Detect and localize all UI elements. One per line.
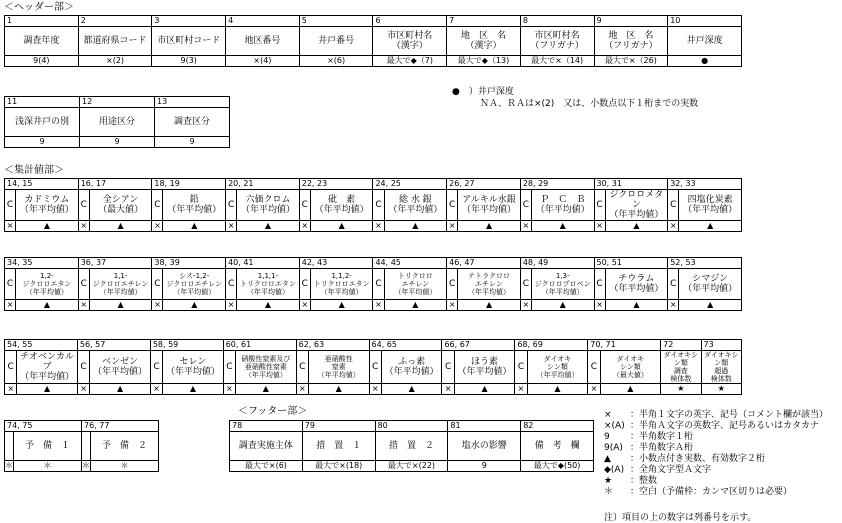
legend-desc: ：全角文字型Ａ文字	[630, 465, 712, 475]
c-flag-label: C	[5, 190, 16, 221]
item-name: ダイオキシン類 調査 検体数	[661, 351, 701, 384]
legend-desc: ：半角数字１桁	[630, 432, 694, 442]
value-spec: ▲	[384, 300, 447, 311]
item-name: シマジン （年平均値）	[679, 269, 742, 300]
field-name: 井戸深度	[668, 27, 742, 56]
value-spec: ▲	[531, 300, 594, 311]
value-spec: ▲	[679, 221, 742, 232]
header-row1-table	[4, 15, 742, 67]
value-spec: ▲	[163, 300, 226, 311]
field-name: 浅深井戸の別	[5, 108, 80, 137]
column-number: 26, 27	[447, 179, 521, 190]
column-number: 58, 59	[150, 340, 223, 351]
field-name: 市区町村コード	[152, 27, 226, 56]
c-flag-label: C	[588, 351, 600, 384]
flag-spec: ×	[520, 221, 531, 232]
column-number: 9	[594, 16, 668, 27]
c-flag-label: C	[369, 351, 381, 384]
field-spec: 最大で×(22)	[375, 461, 448, 472]
legend-desc: ：半角Ａ文字の英数字、記号あるいはカタカナ	[630, 421, 820, 431]
legend-key: 9	[604, 432, 610, 442]
flag-spec: ×	[447, 300, 458, 311]
c-flag-label: C	[78, 269, 89, 300]
value-spec: ▲	[458, 221, 521, 232]
item-name: 砒 素 （年平均値）	[310, 190, 373, 221]
flag-spec: ＊	[82, 461, 91, 470]
item-name: 1,1,1- トリクロロエタン （年平均値）	[237, 269, 300, 300]
column-number: 1	[5, 16, 79, 27]
field-name: 地区番号	[226, 27, 300, 56]
item-name: カドミウム （年平均値）	[16, 190, 79, 221]
depth-note-title: ● ）井戸深度	[452, 87, 514, 97]
flag-spec: ×	[5, 221, 16, 232]
field-spec: 9(3)	[152, 56, 226, 67]
field-spec: ×(4)	[226, 56, 300, 67]
field-name: 市区町村名 （漢字）	[373, 27, 447, 56]
flag-spec: ×	[442, 384, 454, 395]
column-number: 38, 39	[152, 258, 226, 269]
value-spec: ▲	[605, 221, 668, 232]
value-spec: ▲	[531, 221, 594, 232]
column-number: 80	[375, 421, 448, 432]
field-spec: 最大で◆(50)	[521, 461, 594, 472]
column-number: 34, 35	[5, 258, 79, 269]
legend-row	[604, 454, 828, 465]
column-number: 14, 15	[5, 179, 79, 190]
depth-note	[452, 86, 698, 110]
item-name: ふっ素 （年平均値）	[381, 351, 442, 384]
c-flag-label: C	[226, 190, 237, 221]
flag-spec: ×	[588, 384, 600, 395]
item-name: チウラム （年平均値）	[605, 269, 668, 300]
value-spec: ▲	[384, 221, 447, 232]
flag-spec: ×	[296, 384, 308, 395]
column-number: 82	[521, 421, 594, 432]
flag-spec: ×	[152, 221, 163, 232]
field-spec: 最大で×（14)	[520, 56, 594, 67]
field-name: 都道府県コード	[78, 27, 152, 56]
c-flag-label: C	[299, 269, 310, 300]
field-spec: ●	[668, 56, 742, 67]
field-spec: 最大で◆（7)	[373, 56, 447, 67]
value-spec: ▲	[308, 384, 369, 395]
column-number: 36, 37	[78, 258, 152, 269]
c-flag-label: C	[594, 190, 605, 221]
column-number: 48, 49	[520, 258, 594, 269]
reserve-table	[4, 420, 159, 472]
legend-key: ▲	[604, 454, 611, 464]
column-number: 66, 67	[442, 340, 515, 351]
item-name: 硝酸性窒素及び 亜硝酸性窒素 （年平均値）	[236, 351, 297, 384]
column-number: 70, 71	[588, 340, 661, 351]
c-flag-label: C	[5, 269, 16, 300]
item-name: トリクロロ エチレン （年平均値）	[384, 269, 447, 300]
flag-spec: ×	[226, 300, 237, 311]
value-spec: ▲	[237, 300, 300, 311]
column-number: 30, 31	[594, 179, 668, 190]
column-number: 20, 21	[226, 179, 300, 190]
column-number: 13	[155, 97, 230, 108]
flag-spec: ×	[78, 300, 89, 311]
value-spec: ＊	[14, 461, 82, 472]
field-spec: 9	[448, 461, 521, 472]
flag-spec: ×	[299, 300, 310, 311]
item-name: 総 水 銀 （年平均値）	[384, 190, 447, 221]
field-spec: 最大で◆（13)	[447, 56, 521, 67]
c-flag-label: C	[152, 269, 163, 300]
item-name: 四塩化炭素 （年平均値）	[679, 190, 742, 221]
legend-key: ×	[604, 410, 612, 420]
legend-row	[604, 410, 828, 421]
value-spec: ▲	[236, 384, 297, 395]
legend-row	[604, 421, 828, 432]
value-spec: ▲	[89, 300, 152, 311]
column-number: 22, 23	[299, 179, 373, 190]
item-name: シス-1,2- ジクロロエチレン （年平均値）	[163, 269, 226, 300]
header-section-title: ＜ヘッダー部＞	[4, 2, 74, 13]
flag-spec: ×	[299, 221, 310, 232]
field-name: 調査区分	[155, 108, 230, 137]
column-number: 12	[80, 97, 155, 108]
column-number: 72	[661, 340, 701, 351]
flag-spec: ×	[373, 300, 384, 311]
value-spec: ▲	[163, 221, 226, 232]
legend-desc: ：整数	[630, 476, 658, 486]
legend-key: ＊	[604, 487, 614, 497]
column-number: 5	[299, 16, 373, 27]
value-spec: ▲	[237, 221, 300, 232]
column-number: 62, 63	[296, 340, 369, 351]
c-flag-label: C	[223, 351, 235, 384]
field-spec: 9	[80, 137, 155, 148]
item-name: 1,1,2- トリクロロエタン （年平均値）	[310, 269, 373, 300]
c-flag-label: C	[5, 351, 17, 384]
count-spec: ★	[661, 384, 701, 395]
item-name: ほう素 （年平均値）	[454, 351, 515, 384]
flag-spec: ×	[668, 221, 679, 232]
legend-row	[604, 465, 828, 476]
value-spec: ▲	[679, 300, 742, 311]
column-number: 28, 29	[520, 179, 594, 190]
aggregate-row1-table	[4, 178, 742, 232]
item-name: 亜硝酸性 窒素 （年平均値）	[308, 351, 369, 384]
field-name: 備 考 欄	[521, 432, 594, 461]
value-spec: ▲	[310, 300, 373, 311]
field-name: 井戸番号	[299, 27, 373, 56]
column-number: 4	[226, 16, 300, 27]
field-name: 調査年度	[5, 27, 79, 56]
field-name: 調査実施主体	[230, 432, 303, 461]
column-number: 44, 45	[373, 258, 447, 269]
column-number: 73	[701, 340, 741, 351]
column-number-note: 注）項目の上の数字は列番号を示す。	[604, 513, 757, 523]
flag-spec: ×	[5, 384, 17, 395]
aggregate-row2-table	[4, 257, 742, 311]
value-spec: ▲	[16, 300, 79, 311]
flag-spec: ×	[369, 384, 381, 395]
field-spec: 9	[155, 137, 230, 148]
depth-note-body: ＮＡ、ＲＡは×(2) 又は、小数点以下１桁までの実数	[480, 99, 699, 109]
value-spec: ▲	[381, 384, 442, 395]
flag-cell	[5, 432, 14, 461]
item-name: ベンゼン （年平均値）	[90, 351, 151, 384]
c-flag-label: C	[668, 269, 679, 300]
footer-section-title: ＜フッター部＞	[238, 406, 308, 417]
flag-spec: ×	[5, 300, 16, 311]
value-spec: ▲	[90, 384, 151, 395]
c-flag-label: C	[373, 269, 384, 300]
flag-spec: ×	[668, 300, 679, 311]
column-number: 6	[373, 16, 447, 27]
flag-spec: ×	[223, 384, 235, 395]
item-name: ダイオキ シン類 （最大値）	[600, 351, 661, 384]
value-spec: ▲	[163, 384, 224, 395]
value-spec: ▲	[605, 300, 668, 311]
legend-key: ×(A)	[604, 421, 625, 431]
flag-spec: ×	[150, 384, 162, 395]
item-name: 1,2- ジクロロエタン （年平均値）	[16, 269, 79, 300]
value-spec: ▲	[600, 384, 661, 395]
column-number: 40, 41	[226, 258, 300, 269]
field-name: 措 置 ２	[375, 432, 448, 461]
column-number: 74, 75	[5, 421, 82, 432]
count-spec: ★	[701, 384, 741, 395]
c-flag-label: C	[520, 190, 531, 221]
c-flag-label: C	[226, 269, 237, 300]
flag-spec: ×	[152, 300, 163, 311]
field-name: 地 区 名 （フリガナ）	[594, 27, 668, 56]
column-number: 76, 77	[82, 421, 159, 432]
value-spec: ▲	[527, 384, 588, 395]
c-flag-label: C	[150, 351, 162, 384]
column-number: 42, 43	[299, 258, 373, 269]
column-number: 2	[78, 16, 152, 27]
column-number: 50, 51	[594, 258, 668, 269]
legend-row	[604, 443, 828, 454]
column-number: 18, 19	[152, 179, 226, 190]
c-flag-label: C	[515, 351, 527, 384]
field-spec: ×(6)	[299, 56, 373, 67]
field-name: 措 置 １	[302, 432, 375, 461]
column-number: 24, 25	[373, 179, 447, 190]
item-name: 1,3- ジクロロプロペン （年平均値）	[531, 269, 594, 300]
column-number: 46, 47	[447, 258, 521, 269]
flag-spec: ×	[447, 221, 458, 232]
legend-row	[604, 432, 828, 443]
column-number: 32, 33	[668, 179, 742, 190]
column-number: 68, 69	[515, 340, 588, 351]
flag-spec: ×	[520, 300, 531, 311]
c-flag-label: C	[668, 190, 679, 221]
item-name: Ｐ Ｃ Ｂ （年平均値）	[531, 190, 594, 221]
item-name: ジクロロメタン （年平均値）	[605, 190, 668, 221]
column-number: 54, 55	[5, 340, 78, 351]
flag-spec: ×	[226, 221, 237, 232]
item-name: ダイオキ シン類 （年平均値）	[527, 351, 588, 384]
flag-spec: ×	[373, 221, 384, 232]
legend-key: ★	[604, 476, 613, 486]
reserve-name: 予 備 ２	[91, 432, 159, 461]
flag-cell	[82, 432, 91, 461]
c-flag-label: C	[594, 269, 605, 300]
value-spec: ＊	[91, 461, 159, 472]
c-flag-label: C	[447, 269, 458, 300]
field-name: 用途区分	[80, 108, 155, 137]
item-name: 六価クロム （年平均値）	[237, 190, 300, 221]
field-spec: 最大で×(18)	[302, 461, 375, 472]
header-row2-table	[4, 96, 230, 148]
legend-row	[604, 476, 828, 487]
c-flag-label: C	[299, 190, 310, 221]
legend-key: 9(A)	[604, 443, 623, 453]
value-spec: ▲	[16, 221, 79, 232]
column-number: 52, 53	[668, 258, 742, 269]
field-name: 市区町村名 （フリガナ）	[520, 27, 594, 56]
footer-table	[229, 420, 594, 472]
item-name: 全シアン （最大値）	[89, 190, 152, 221]
c-flag-label: C	[77, 351, 89, 384]
value-spec: ▲	[89, 221, 152, 232]
field-name: 地 区 名 （漢字）	[447, 27, 521, 56]
column-number: 64, 65	[369, 340, 442, 351]
c-flag-label: C	[520, 269, 531, 300]
field-spec: 最大で×(6)	[230, 461, 303, 472]
legend-key: ◆(A)	[604, 465, 625, 475]
item-name: セレン （年平均値）	[163, 351, 224, 384]
legend-desc: ：小数点付き実数、有効数字２桁	[630, 454, 766, 464]
item-name: テトラクロロ エチレン （年平均値）	[458, 269, 521, 300]
flag-spec: ×	[594, 221, 605, 232]
value-spec: ▲	[17, 384, 78, 395]
c-flag-label: C	[152, 190, 163, 221]
item-name: ダイオキシン類 超過 検体数	[701, 351, 741, 384]
flag-spec: ＊	[5, 461, 13, 470]
column-number: 78	[230, 421, 303, 432]
value-spec: ▲	[458, 300, 521, 311]
column-number: 11	[5, 97, 80, 108]
field-spec: 最大で×（26)	[594, 56, 668, 67]
legend	[604, 410, 828, 498]
field-spec: ×(2)	[78, 56, 152, 67]
value-spec: ▲	[310, 221, 373, 232]
item-name: 1,1- ジクロロエチレン （年平均値）	[89, 269, 152, 300]
field-spec: 9(4)	[5, 56, 79, 67]
column-number: 7	[447, 16, 521, 27]
column-number: 79	[302, 421, 375, 432]
flag-spec: ×	[515, 384, 527, 395]
c-flag-label: C	[296, 351, 308, 384]
legend-desc: ：空白（予備枠：カンマ区切りは必要）	[630, 487, 793, 497]
column-number: 8	[520, 16, 594, 27]
column-number: 56, 57	[77, 340, 150, 351]
column-number: 60, 61	[223, 340, 296, 351]
column-number: 3	[152, 16, 226, 27]
c-flag-label: C	[373, 190, 384, 221]
c-flag-label: C	[442, 351, 454, 384]
flag-spec: ×	[78, 221, 89, 232]
c-flag-label: C	[78, 190, 89, 221]
legend-desc: ：半角数字Ａ桁	[630, 443, 694, 453]
legend-desc: ：半角１文字の英字、記号（コメント欄が該当）	[630, 410, 829, 420]
column-number: 16, 17	[78, 179, 152, 190]
item-name: 鉛 （年平均値）	[163, 190, 226, 221]
c-flag-label: C	[447, 190, 458, 221]
aggregate-row3-table	[4, 339, 742, 395]
column-number: 81	[448, 421, 521, 432]
value-spec: ▲	[454, 384, 515, 395]
aggregate-section-title: ＜集計値部＞	[4, 165, 64, 176]
column-number: 10	[668, 16, 742, 27]
reserve-name: 予 備 １	[14, 432, 82, 461]
field-name: 塩水の影響	[448, 432, 521, 461]
flag-spec: ×	[77, 384, 89, 395]
flag-spec: ×	[594, 300, 605, 311]
item-name: アルキル水銀 （年平均値）	[458, 190, 521, 221]
legend-row	[604, 487, 828, 498]
field-spec: 9	[5, 137, 80, 148]
item-name: チオベンカルブ （年平均値）	[17, 351, 78, 384]
